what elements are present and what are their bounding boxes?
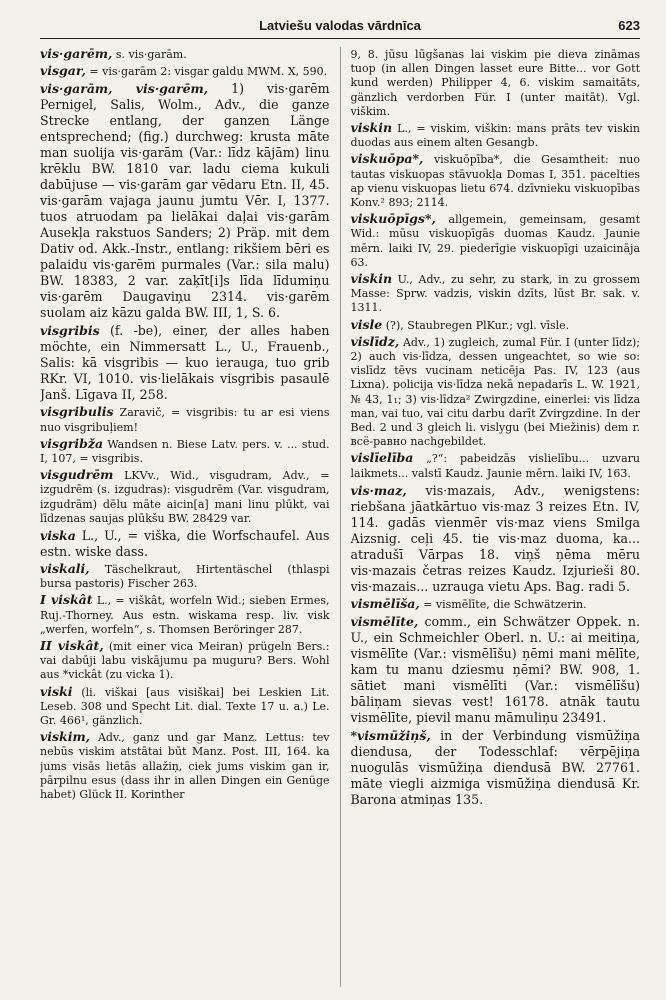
dictionary-entry [351,121,641,150]
entry-headword: vis·garām, vis·garēm, [40,81,209,97]
entry-definition: Wandsen n. Biese Latv. pers. v. ... stud. I, 107, = visgribis. [40,437,330,466]
dictionary-entry [40,405,330,434]
entry-headword: viski [40,683,73,699]
dictionary-entry [40,730,330,802]
entry-headword: visgribis [40,323,100,339]
entry-definition: 9, 8. jūsu lūgšanas lai viskim pie dieva zināmas tuop (in allen Dingen lasset eure Bitte... vor Gott kund werden) Philipper 4, 6. viskim samaitāts, gänzlich verdorben Für. I (unter maitāt). Vgl. viškim. [350,48,641,118]
dictionary-entry [351,272,641,316]
entry-definition: viskuōpība*, die Gesamtheit: nuo tautas viskuopas stāvuokļa Domas I, 351. pacelties ap vienu viskuopas lietu 674. dzīvnieku viskuopības Konv.² 893; 2114. [350,153,641,210]
left-column [40,47,330,997]
dictionary-entry [40,437,330,466]
entry-headword: vislīdz, [350,333,400,349]
entry-definition: „?“: pabeidzās vislielību... uzvaru laikmets... valstī Kaudz. Jaunie mērn. laiki IV, 163. [350,452,641,480]
dictionary-entry [351,451,641,480]
entry-headword: viskuōpīgs*, [350,211,436,227]
entry-headword: viska [40,528,76,544]
entry-definition: = vis·garām 2: visgar galdu MWM. X, 590. [85,65,328,79]
entry-definition: L., U., = viška, die Worfschaufel. Aus estn. wiske dass. [40,528,330,560]
entry-headword: I viskât [40,592,93,608]
entry-definition: L., = viskim, viškin: mans prāts tev viskin duodas aus einem alten Gesangb. [350,122,641,150]
dictionary-entry [351,47,641,119]
entry-definition: 1) vis·garēm Pernigel, Salis, Wolm., Adv., die ganze Strecke entlang, der ganzen Länge entsprechend; (fig.) durchweg: krusta māte man suolija vis·garām (Var.: līdz kājām) linu krēklu BW. 1810 var. ladu ciema kukuli dabūjuse — vis·garām gar vēdaru Etn. II, 45. vis·garām vajaga jaunu jumtu Vēr. I, 1377. tuos atruodam pa lielākai daļai vis·garām Ausekļa rakstuos Sanders; 2) Präp. mit dem Dativ od. Akk.-Instr., entlang: rikšiem bēri es palaidu vis·garēm purmales (Var.: sila malu) BW. 18383, 2 var. zaķīt[i]s līda līdumiņu vis·garēm Daugaviņu 2314. vis·garēm suolam aiz kāzu galda BW. III, 1, S. 6. [40,81,330,321]
entry-headword: visgar, [40,63,86,79]
page-header [40,16,640,39]
dictionary-entry [351,335,641,450]
entry-definition: = vismēlīte, die Schwätzerin. [419,597,587,611]
entry-headword: vislīelība [350,450,414,466]
dictionary-entry [40,528,330,560]
right-column [351,47,641,997]
entry-headword: visgribulis [40,404,114,420]
entry-definition: Täschelkraut, Hirtentäschel (thlaspi bursa pastoris) Fischer 263. [40,563,330,591]
dictionary-entry [351,318,641,333]
entry-headword: viskin [350,120,393,136]
entry-headword: *vismūžiņš, [350,728,431,744]
entry-headword: viskim, [40,729,91,745]
entry-definition: LKVv., Wid., visgudram, Adv., = izgudrēm (s. izgudras): visgudrēm (Var. visgudram, izgudrām) dēlu māte aicin[a] mani linu plūkt, vai līdzenas saujas plūkšu BW. 28429 var. [40,469,330,525]
page-number: 623 [618,18,640,33]
entry-headword: viskuōpa*, [350,151,424,167]
entry-headword: visgudrēm [40,467,114,483]
column-divider [340,47,341,987]
entry-definition: Zaravič, = visgribis: tu ar esi viens nuo visgribuļiem! [40,406,330,434]
dictionary-entry [351,212,641,270]
entry-definition: (f. -be), einer, der alles haben möchte, ein Nimmersatt L., U., Frauenb., Salis: kā visgribis — kuo ierauga, tuo grib RKr. VI, 1010. vis·lielākais visgribis pasaulē Janš. Līgava II, 258. [40,323,330,403]
running-title: Latviešu valodas vārdnīca [259,18,421,33]
dictionary-entry [40,64,330,79]
entry-definition: (li. viškai [aus visiškai] bei Leskien Lit. Leseb. 308 und Specht Lit. dial. Texte 17 u. a.) Le. Gr. 466¹, gänzlich. [40,685,330,728]
entry-definition: (?), Staubregen PlKur.; vgl. vīsle. [382,318,570,332]
dictionary-entry [351,728,641,808]
dictionary-entry [40,639,330,683]
entry-definition: Adv., ganz und gar Manz. Lettus: tev nebūs viskim atstātai būt Manz. Post. III, 164. ka jums visās lietās allažiņ, ciek jums viskim gan ir, pārpilnu esus (dass ihr in allen Dingen ein Genüge habet) Glück II. Korinther [40,731,330,802]
entry-definition: L., = viškât, worfeln Wid.; sieben Ermes, Ruj.-Thorney. Aus estn. wiskama resp. liv. visk „werfen, worfeln“, s. Thomsen Beröringer 287. [40,594,330,636]
entry-headword: viskali, [40,561,90,577]
entry-headword: vis·maz, [350,482,407,498]
entry-headword: viskin [350,271,393,287]
entry-headword: visgribža [40,435,104,451]
entry-definition: in der Verbindung vismūžiņa diendusa, der Todesschlaf: vērpējiņa nuogulās vismūžiņa diendusā BW. 27761. māte viegli aizmiga vismūžiņa diendusā Kr. Barona atmiņas 135. [350,728,641,808]
dictionary-entry [351,152,641,210]
dictionary-entry [40,562,330,591]
entry-headword: visle [350,316,383,332]
dictionary-entry [40,685,330,729]
dictionary-entry [40,593,330,637]
entry-definition: s. vis·garām. [112,48,187,61]
dictionary-entry [40,323,330,403]
columns [40,47,640,997]
entry-definition: U., Adv., zu sehr, zu stark, in zu grossem Masse: Sprw. vadzis, viskin dzīts, lūst Br. sak. v. 1311. [350,273,641,315]
dictionary-entry [40,47,330,62]
entry-headword: vis·garēm, [40,47,113,61]
dictionary-entry [351,614,641,726]
entry-headword: vismēlīša, [350,595,420,611]
entry-definition: comm., ein Schwätzer Oppek. n. U., ein Schmeichler Oberl. n. U.: ai meitiņa, vismēlīte (Var.: vismēlīšu) ņēmi mani mēlīte, kam tu manu dziesmu ņēmi? BW. 908, 1. sātiet mani vismēlīti (Var.: vismēlīšu) bāliņam sievas vest! 16178. atnāk tautu vismēlīte, pievil manu māmuliņu 23491. [350,614,641,726]
dictionary-entry [40,81,330,321]
dictionary-entry [351,597,641,612]
entry-definition: allgemein, gemeinsam, gesamt Wid.: mūsu viskuopīgās duomas Kaudz. Jaunie mērn. laiki IV, 29. piederīgie viskuopīgi uzaicināja 63. [350,213,641,269]
entry-headword: vismēlīte, [350,614,419,630]
entry-definition: (mit einer vica Meiran) prügeln Bers.: vai dabūji labu viskājumu pa muguru? Bers. Wohl aus *vickât (zu vicka 1). [40,640,330,682]
dictionary-entry [40,468,330,526]
entry-definition: vis·mazais, Adv., wenigstens: riebšana jāatkārtuo vis·maz 3 reizes Etn. IV, 114. gadās vienmēr vis·maz viens Smilga Aizsnig. ceļi 45. tie vis·maz duoma, ka... atradušī Vārpas 18. viņš ņēma mēru vis·mazais četras reizes Kaudz. Izjurieši 80. vis·mazais... uzrauga vietu Aps. Bag. radi 5. [350,482,641,594]
entry-definition: Adv., 1) zugleich, zumal Für. I (unter līdz); 2) auch vis·līdza, dessen ungeachtet, so wie so: vislīdz tēvs vucinam neticēja Pas. IV, 123 (aus Lixna). policija vis·līdza nekā nepadarīs L. W. 1921, № 43, 1₁; 3) vis·līdza² Zwirgzdine, einerlei: vis līdza man, vai tuo, vai citu darbu darīt Zvirgzdine. In der Bed. 2 und 3 gleich li. vislygu (bei Miežinis) dem r. всё-равно nachgebildet. [350,335,641,449]
dictionary-entry [351,483,641,595]
entry-headword: II viskât, [40,638,104,654]
